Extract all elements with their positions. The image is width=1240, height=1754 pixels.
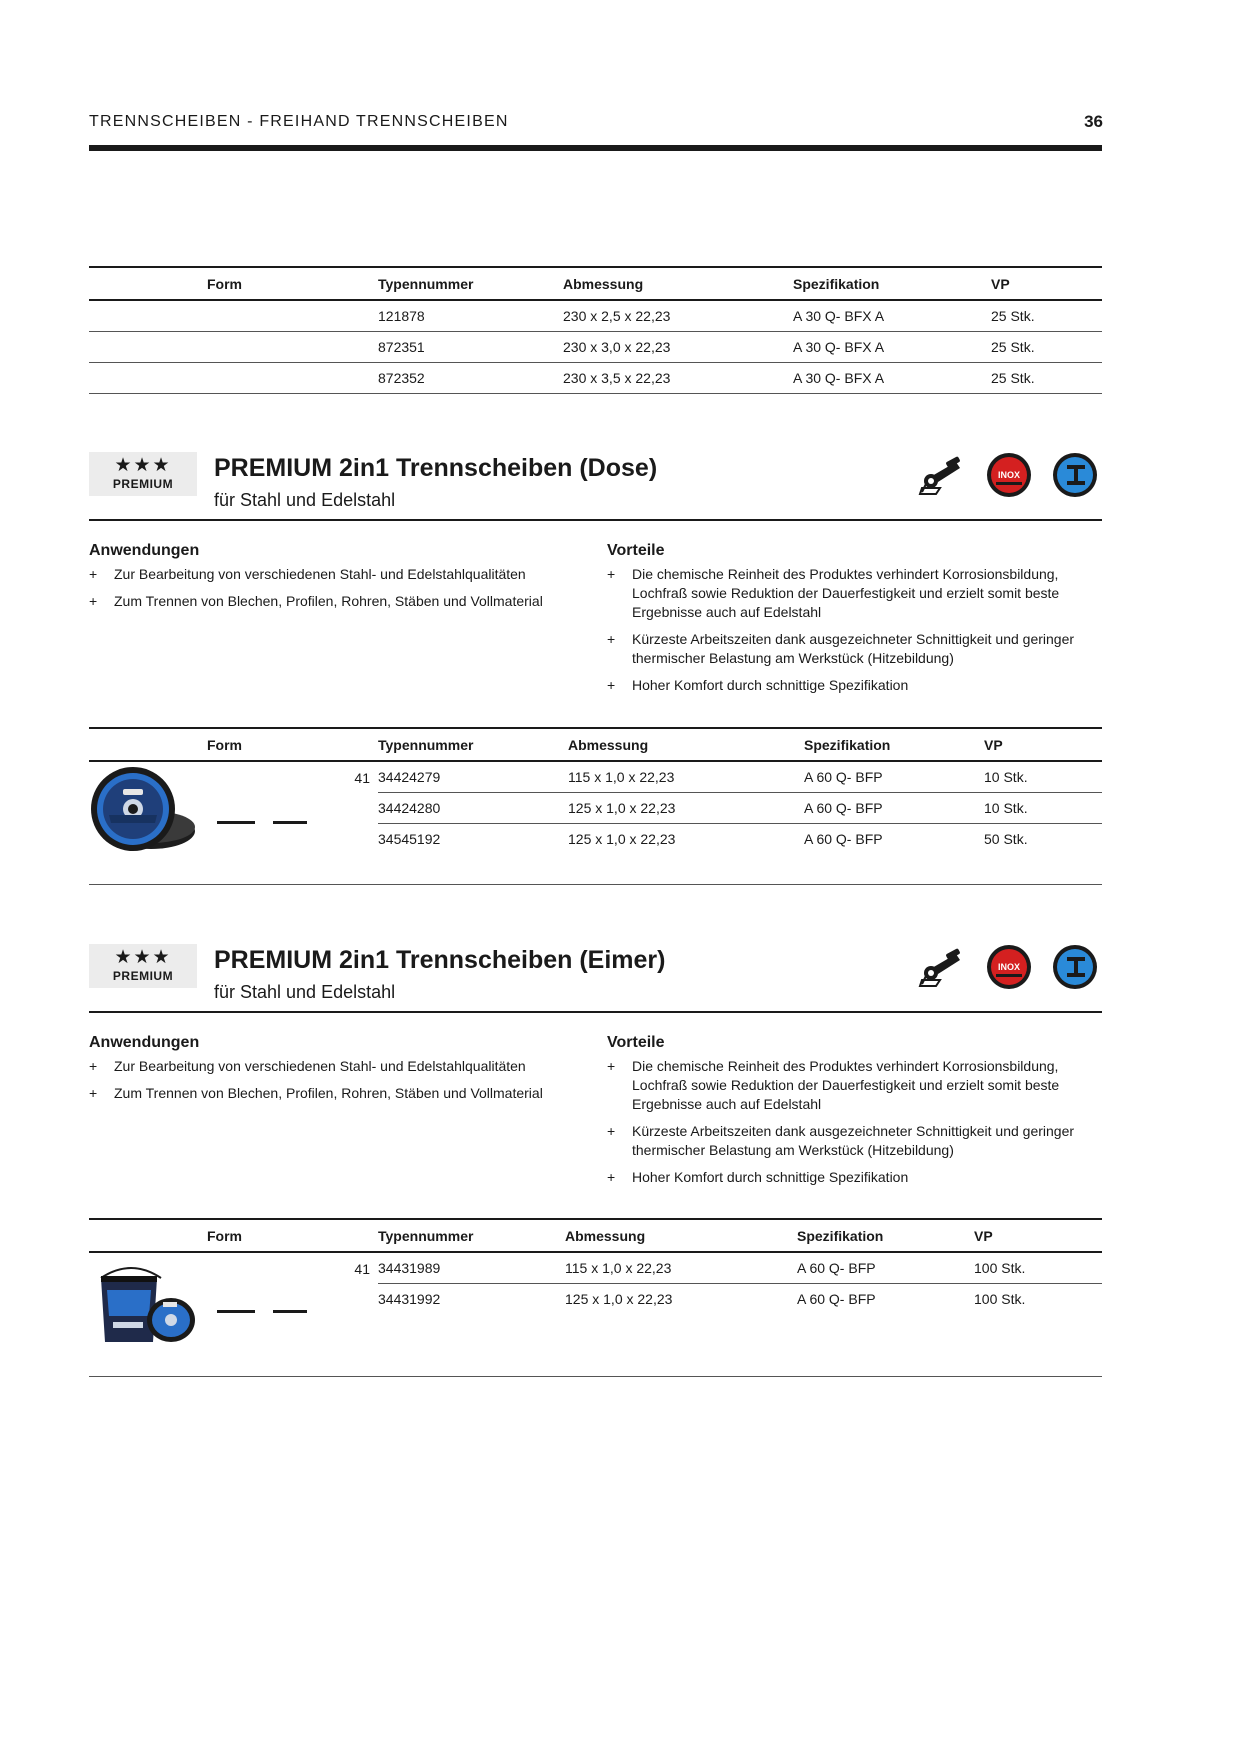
form-cell [89,1252,339,1314]
cell-vp: 10 Stk. [984,761,1102,793]
col-typennummer: Typennummer [378,728,568,761]
product-table-top [89,266,1102,394]
form-cell [89,761,339,854]
badge-label: PREMIUM [112,477,174,491]
cell-spec: A 60 Q- BFP [804,793,984,824]
section-subtitle: für Stahl und Edelstahl [214,982,396,1002]
cell-vp: 25 Stk. [991,363,1102,394]
cell-dim: 230 x 2,5 x 22,23 [563,300,793,332]
table-row [89,761,1102,793]
section-subtitle: für Stahl und Edelstahl [214,490,396,510]
premium-badge [89,944,197,988]
col-spezifikation: Spezifikation [804,728,984,761]
cell-spec: A 60 Q- BFP [804,831,883,847]
advantages-heading: Vorteile [607,1034,665,1051]
cell-type: 34545192 [378,831,441,847]
cell-spec: A 30 Q- BFX A [793,363,991,394]
list-item: + Hoher Komfort durch schnittige Spezifikation [607,1168,1102,1187]
steel-beam-icon [1053,945,1097,989]
cell-spec: A 60 Q- BFP [804,761,984,793]
table-row [89,332,1102,363]
table-header-row [89,1219,1102,1252]
cell-type: 872351 [378,332,563,363]
table-row [89,300,1102,332]
disc-center [255,821,273,824]
product-image-bucket [97,1264,197,1348]
advantages-heading: Vorteile [607,542,665,559]
list-item: + Die chemische Reinheit des Produktes verhindert Korrosionsbildung, Lochfraß sowie Reduktion der Dauerfestigkeit und erzielt somit beste Ergebnisse auch auf Edelstahl [607,565,1102,622]
cell-dim: 230 x 3,0 x 22,23 [563,332,793,363]
badge-label: PREMIUM [112,969,174,983]
cell-type: 121878 [378,300,563,332]
advantages-list [607,565,1102,695]
section-title: PREMIUM 2in1 Trennscheiben (Dose) [214,454,658,482]
cell-dim: 230 x 3,5 x 22,23 [563,363,793,394]
cell-vp: 100 Stk. [974,1252,1102,1284]
form-number: 41 [354,1261,370,1277]
col-abmessung: Abmessung [563,267,793,300]
applications-list [89,1057,579,1103]
cell-vp: 25 Stk. [991,300,1102,332]
cell-dim: 125 x 1,0 x 22,23 [565,1291,673,1307]
stars-icon: ★★★ [114,947,172,968]
table-header-row [89,728,1102,761]
col-abmessung: Abmessung [565,1219,797,1252]
col-spezifikation: Spezifikation [793,267,991,300]
col-typennummer: Typennummer [378,267,563,300]
applications-list [89,565,579,611]
cell-dim: 115 x 1,0 x 22,23 [568,761,804,793]
cell-spec: A 30 Q- BFX A [793,300,991,332]
cell-type: 34424280 [378,793,568,824]
form-cell [89,300,378,332]
angle-grinder-icon [918,946,964,990]
cell-type: 872352 [378,363,563,394]
col-form: Form [89,728,378,761]
cell-type: 34431989 [378,1252,565,1284]
form-cell [89,332,378,363]
disc-center [255,1310,273,1313]
col-spezifikation: Spezifikation [797,1219,974,1252]
list-item: + Die chemische Reinheit des Produktes verhindert Korrosionsbildung, Lochfraß sowie Reduktion der Dauerfestigkeit und erzielt somit beste Ergebnisse auch auf Edelstahl [607,1057,1102,1114]
col-form: Form [89,1219,378,1252]
header-rule [89,145,1102,151]
section-end-rule [89,1376,1102,1377]
cell-dim: 125 x 1,0 x 22,23 [568,831,676,847]
form-cell [89,363,378,394]
list-item: + Zur Bearbeitung von verschiedenen Stahl- und Edelstahlqualitäten [89,565,579,584]
section-end-rule [89,884,1102,885]
cell-type: 34431992 [378,1291,441,1307]
cell-spec: A 30 Q- BFX A [793,332,991,363]
stars-icon: ★★★ [114,455,172,476]
page-header-title: TRENNSCHEIBEN - FREIHAND TRENNSCHEIBEN [89,113,509,130]
col-vp: VP [974,1219,1102,1252]
col-vp: VP [984,728,1102,761]
list-item: + Zum Trennen von Blechen, Profilen, Rohren, Stäben und Vollmaterial [89,1084,579,1103]
section-title: PREMIUM 2in1 Trennscheiben (Eimer) [214,946,666,974]
section-rule [89,1011,1102,1013]
product-image-can [89,765,197,853]
table-row [89,1252,1102,1284]
disc-profile-icon [217,1310,307,1313]
list-item: + Kürzeste Arbeitszeiten dank ausgezeichneter Schnittigkeit und geringer thermischer Belastung am Werkstück (Hitzebildung) [607,630,1102,668]
inox-icon [987,945,1031,989]
col-typennummer: Typennummer [378,1219,565,1252]
advantages-list [607,1057,1102,1187]
table-row [89,363,1102,394]
col-abmessung: Abmessung [568,728,804,761]
disc-profile-icon [217,821,307,824]
cell-dim: 125 x 1,0 x 22,23 [568,793,804,824]
cell-type: 34424279 [378,761,568,793]
list-item: + Hoher Komfort durch schnittige Spezifikation [607,676,1102,695]
cell-spec: A 60 Q- BFP [797,1291,876,1307]
cell-dim: 115 x 1,0 x 22,23 [565,1252,797,1284]
product-table-eimer [89,1218,1102,1314]
inox-icon [987,453,1031,497]
premium-badge [89,452,197,496]
angle-grinder-icon [918,454,964,498]
section-rule [89,519,1102,521]
cell-spec: A 60 Q- BFP [797,1252,974,1284]
applications-heading: Anwendungen [89,1034,200,1051]
list-item: + Zum Trennen von Blechen, Profilen, Rohren, Stäben und Vollmaterial [89,592,579,611]
cell-vp: 10 Stk. [984,793,1102,824]
list-item: + Zur Bearbeitung von verschiedenen Stahl- und Edelstahlqualitäten [89,1057,579,1076]
applications-heading: Anwendungen [89,542,200,559]
svg-text:INOX: INOX [997,470,1021,480]
cell-vp: 100 Stk. [974,1291,1026,1307]
svg-text:INOX: INOX [997,962,1021,972]
cell-vp: 25 Stk. [991,332,1102,363]
product-table-dose [89,727,1102,854]
col-vp: VP [991,267,1102,300]
cell-vp: 50 Stk. [984,831,1028,847]
table-header-row [89,267,1102,300]
form-number: 41 [354,770,370,786]
col-form: Form [89,267,378,300]
list-item: + Kürzeste Arbeitszeiten dank ausgezeichneter Schnittigkeit und geringer thermischer Belastung am Werkstück (Hitzebildung) [607,1122,1102,1160]
steel-beam-icon [1053,453,1097,497]
page-number: 36 [1084,112,1103,131]
